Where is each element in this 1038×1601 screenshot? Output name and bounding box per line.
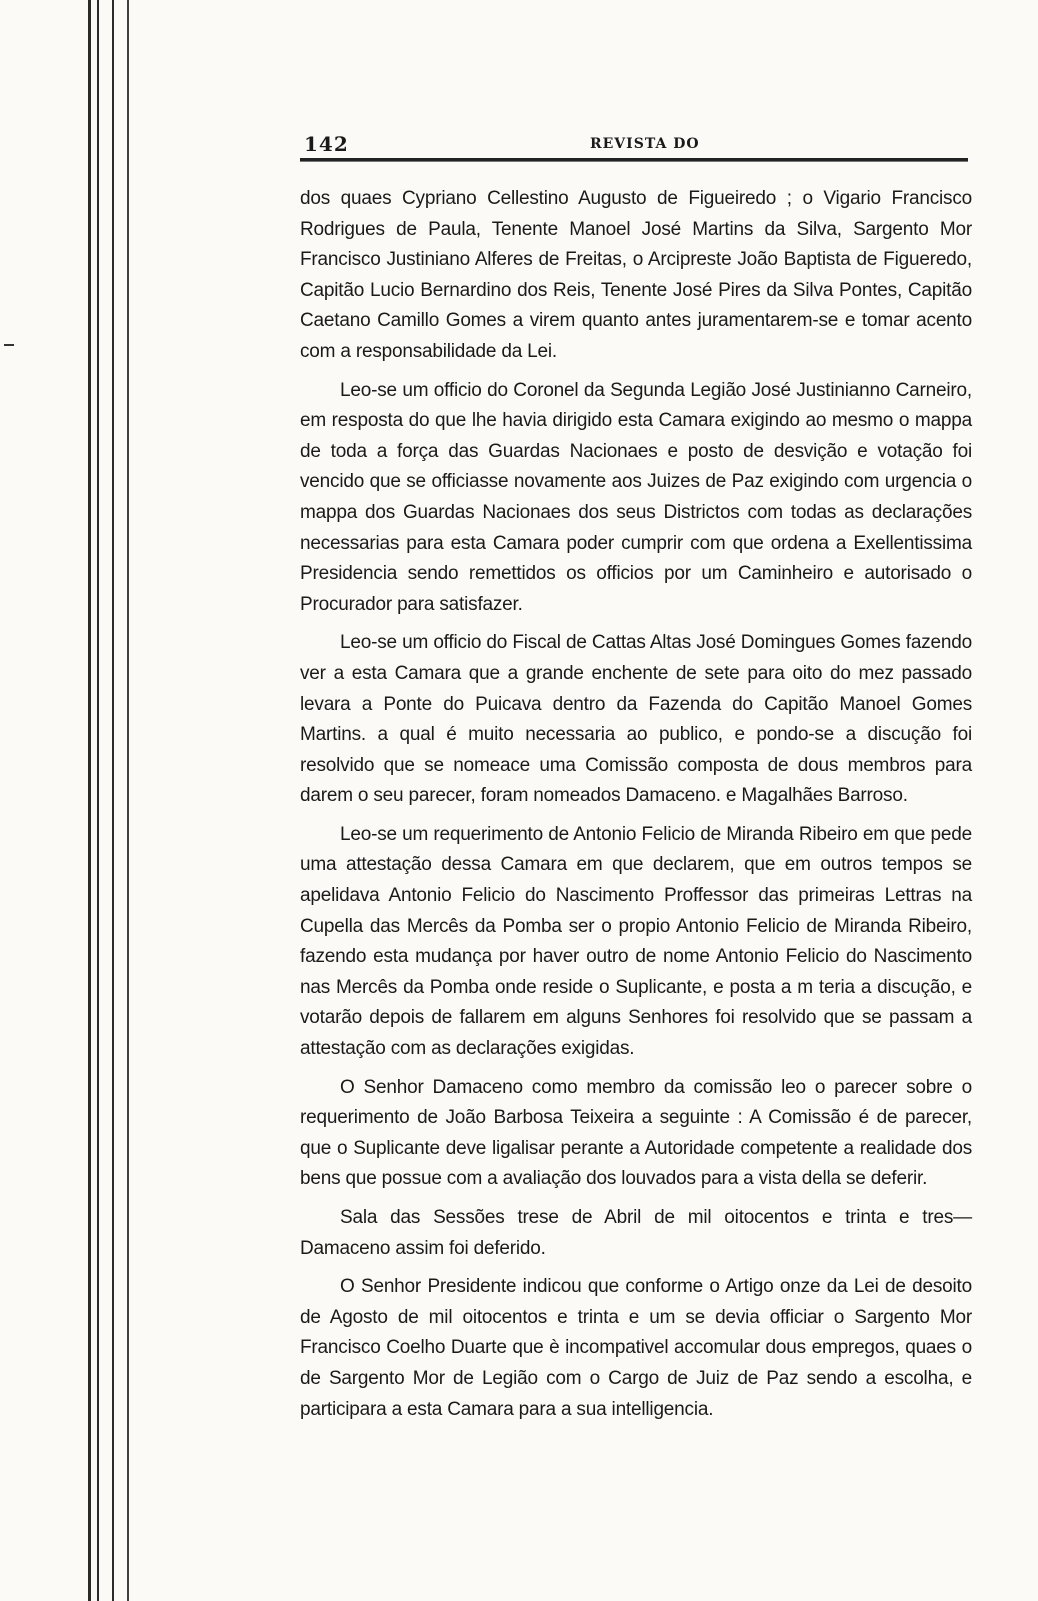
paragraph: O Senhor Presidente indicou que conforme o Artigo onze da Lei de desoito de Agosto de mil oitocentos e trinta e um se devia officiar o Sargento Mor Francisco Coelho Duarte que è incompativel accomular dous empregos, quaes o de Sargento Mor de Legião com o Cargo de Juiz de Paz sendo a escolha, e participara a esta Camara para a sua intelligencia.	[300, 1276, 972, 1420]
paragraph: Sala das Sessões trese de Abril de mil oitocentos e trinta e tres— Damaceno assim foi deferido.	[300, 1207, 972, 1259]
page-number: 142	[304, 132, 349, 156]
binding-line	[112, 0, 114, 1601]
page	[300, 128, 990, 1433]
binding-line	[88, 0, 91, 1601]
body-text	[300, 184, 972, 1425]
journal-title: REVISTA DO	[590, 136, 700, 152]
paragraph: dos quaes Cypriano Cellestino Augusto de Figueiredo ; o Vigario Francisco Rodrigues de Paula, Tenente Manoel José Martins da Silva, Sargento Mor Francisco Justiniano Alferes de Freitas, o Arcipreste João Baptista de Figueredo, Capitão Lucio Bernardino dos Reis, Tenente José Pires da Silva Pontes, Capitão Caetano Camillo Gomes a virem quanto antes juramentarem-se e tomar acento com a responsabilidade da Lei.	[300, 188, 972, 362]
margin-mark	[4, 344, 14, 346]
paragraph: Leo-se um officio do Fiscal de Cattas Altas José Domingues Gomes fazendo ver a esta Camara que a grande enchente de sete para oito do mez passado levara a Ponte do Puicava dentro da Fazenda do Capitão Manoel Gomes Martins. a qual é muito necessaria ao publico, e pondo-se a discução foi resolvido que se nomeace uma Comissão composta de dous membros para darem o seu parecer, foram nomeados Damaceno. e Magalhães Barroso.	[300, 632, 972, 807]
binding-line	[127, 0, 129, 1601]
paragraph: O Senhor Damaceno como membro da comissão leo o parecer sobre o requerimento de João Barbosa Teixeira a seguinte : A Comissão é de parecer, que o Suplicante deve ligalisar perante a Autoridade competente a realidade dos bens que possue com a avaliação dos louvados para a vista della se deferir.	[300, 1076, 972, 1190]
binding-line	[97, 0, 99, 1601]
paragraph: Leo-se um officio do Coronel da Segunda Legião José Justinianno Carneiro, em resposta do que lhe havia dirigido esta Camara exigindo ao mesmo o mappa de toda a força das Guardas Nacionaes e posto de desvição e votação foi vencido que se officiasse novamente aos Juizes de Paz exigindo com urgencia o mappa dos Guardas Nacionaes dos seus Districtos com todas as declarações necessarias para esta Camara poder cumprir com que ordena a Exellentissima Presidencia sendo remettidos os officios por um Caminheiro e autorisado o Procurador para satisfazer.	[300, 379, 972, 615]
running-head	[300, 128, 990, 158]
header-rule	[300, 158, 968, 162]
paragraph: Leo-se um requerimento de Antonio Felicio de Miranda Ribeiro em que pede uma attestação dessa Camara em que declarem, que em outros tempos se apelidava Antonio Felicio do Nascimento Proffessor das primeiras Lettras na Cupella das Mercês da Pomba ser o propio Antonio Felicio de Miranda Ribeiro, fazendo esta mudança por haver outro de nome Antonio Felicio do Nascimento nas Mercês da Pomba onde reside o Suplicante, e posta a m teria a discução, e votarão depois de fallarem em alguns Senhores foi resolvido que se passam a attestação com as declarações exigidas.	[300, 823, 972, 1060]
